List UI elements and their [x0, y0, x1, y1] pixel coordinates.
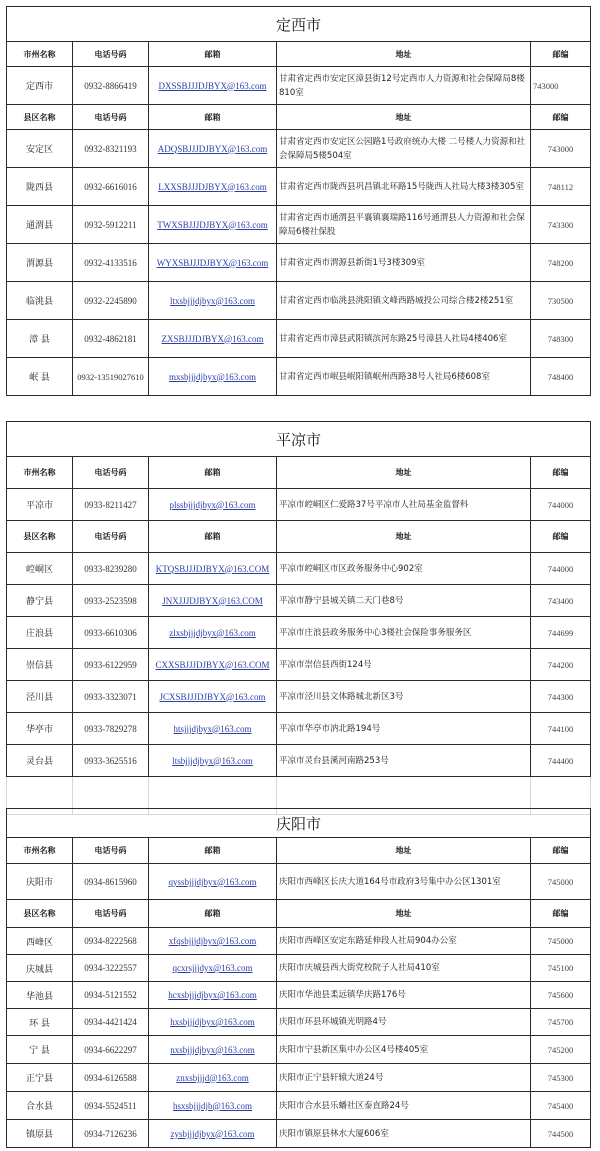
address: 甘肃省定西市陇西县巩昌镇北环路15号陇西人社局大楼3楼305室: [277, 168, 531, 206]
phone: 0934-7126236: [73, 1120, 149, 1148]
email-link[interactable]: ltxsbjjjdjbyx@163.com: [169, 295, 256, 306]
col-header-city: 市州名称: [7, 457, 73, 489]
address: 平凉市崇信县西街124号: [277, 649, 531, 681]
col-header-phone: 电话号码: [73, 457, 149, 489]
zip: 743400: [531, 585, 591, 617]
phone: 0932-6616016: [73, 168, 149, 206]
phone: 0933-8211427: [73, 489, 149, 521]
col-header-zip: 邮编: [531, 457, 591, 489]
section-title: 定西市: [7, 7, 591, 42]
zip: 744500: [531, 1120, 591, 1148]
table-row: [7, 928, 591, 955]
email-link[interactable]: hxsbjjjdjbyx@163.com: [170, 1017, 255, 1027]
col-header-city: 市州名称: [7, 42, 73, 67]
phone: 0933-6122959: [73, 649, 149, 681]
address: 庆阳市正宁县轩辕大道24号: [277, 1064, 531, 1092]
zip: 744699: [531, 617, 591, 649]
county-name: 环 县: [7, 1009, 73, 1036]
col-header-address: 地址: [277, 105, 531, 130]
email-link[interactable]: hcxsbjjjdjbyx@163.com: [168, 990, 257, 1000]
address: 庆阳市西峰区长庆大道164号市政府3号集中办公区1301室: [277, 864, 531, 900]
table-row: [7, 168, 591, 206]
zip: 745000: [531, 864, 591, 900]
zip: 745100: [531, 955, 591, 982]
address: 庆阳市合水县乐蟠社区泰直路24号: [277, 1092, 531, 1120]
county-name: 漳 县: [7, 320, 73, 358]
email-cell: [149, 358, 277, 396]
email-cell: [149, 713, 277, 745]
county-name: 华池县: [7, 982, 73, 1009]
email-cell: [149, 955, 277, 982]
table-row: [7, 282, 591, 320]
zip: 744000: [531, 553, 591, 585]
zip: 748112: [531, 168, 591, 206]
county-name: 泾川县: [7, 681, 73, 713]
col-header-county: 县区名称: [7, 521, 73, 553]
col-header-county: 县区名称: [7, 900, 73, 928]
email-cell: [149, 864, 277, 900]
table-row: [7, 745, 591, 777]
col-header-address: 地址: [277, 521, 531, 553]
phone: 0933-3323071: [73, 681, 149, 713]
col-header-phone: 电话号码: [73, 838, 149, 864]
email-link[interactable]: CXXSBJJJDJBYX@163.COM: [155, 659, 270, 670]
city-name: 定西市: [7, 67, 73, 105]
zip: 744000: [531, 489, 591, 521]
county-name: 庆城县: [7, 955, 73, 982]
phone: 0933-6610306: [73, 617, 149, 649]
col-header-zip: 邮编: [531, 838, 591, 864]
table-row: [7, 206, 591, 244]
address: 平凉市崆峒区仁爱路37号平凉市人社局基金监督科: [277, 489, 531, 521]
email-link[interactable]: htsjjjdjbyx@163.com: [173, 723, 252, 734]
col-header-phone: 电话号码: [73, 900, 149, 928]
col-header-email: 邮箱: [149, 900, 277, 928]
table-row: [7, 358, 591, 396]
phone: 0934-5524511: [73, 1092, 149, 1120]
email-link[interactable]: ZXSBJJJDJBYX@163.com: [161, 333, 264, 344]
zip: 745400: [531, 1092, 591, 1120]
table-row: [7, 130, 591, 168]
col-header-phone: 电话号码: [73, 521, 149, 553]
email-cell: [149, 585, 277, 617]
phone: 0932-4862181: [73, 320, 149, 358]
email-cell: [149, 1064, 277, 1092]
dingxi-table: [6, 6, 591, 396]
zip: 743000: [531, 67, 591, 105]
email-link[interactable]: KTQSBJJJDJBYX@163.COM: [155, 563, 270, 574]
address: 庆阳市环县环城镇光明路4号: [277, 1009, 531, 1036]
county-name: 安定区: [7, 130, 73, 168]
address: 平凉市灵台县溪河南路253号: [277, 745, 531, 777]
address: 甘肃省定西市安定区漳县街12号定西市人力资源和社会保障局8楼810室: [277, 67, 531, 105]
phone: 0932-13519027610: [73, 358, 149, 396]
table-row: [7, 553, 591, 585]
phone: 0933-2523598: [73, 585, 149, 617]
qingyang-table: [6, 808, 591, 1148]
zip: 745300: [531, 1064, 591, 1092]
col-header-address: 地址: [277, 838, 531, 864]
address: 甘肃省定西市通渭县平襄镇襄瑞路116号通渭县人力资源和社会保障局6楼社保股: [277, 206, 531, 244]
address: 平凉市庄浪县政务服务中心3楼社会保险事务服务区: [277, 617, 531, 649]
col-header-zip: 邮编: [531, 105, 591, 130]
table-row: [7, 1036, 591, 1064]
col-header-phone: 电话号码: [73, 42, 149, 67]
table-row: [7, 1064, 591, 1092]
zip: 744400: [531, 745, 591, 777]
table-row: [7, 713, 591, 745]
email-link[interactable]: DXSSBJJJDJBYX@163.com: [158, 80, 267, 91]
phone: 0932-4133516: [73, 244, 149, 282]
email-link[interactable]: zlxsbjjjdjbyx@163.com: [169, 627, 256, 638]
col-header-zip: 邮编: [531, 521, 591, 553]
section-qingyang: [6, 808, 590, 1148]
col-header-email: 邮箱: [149, 838, 277, 864]
email-link[interactable]: xfqsbjjjdjbyx@163.com: [168, 936, 257, 946]
pingliang-table: [6, 421, 591, 815]
table-row: [7, 681, 591, 713]
phone: 0932-5912211: [73, 206, 149, 244]
county-name: 庄浪县: [7, 617, 73, 649]
address: 平凉市华亭市汭北路194号: [277, 713, 531, 745]
col-header-address: 地址: [277, 457, 531, 489]
phone: 0934-6622297: [73, 1036, 149, 1064]
email-cell: [149, 320, 277, 358]
county-name: 岷 县: [7, 358, 73, 396]
county-name: 崇信县: [7, 649, 73, 681]
col-header-email: 邮箱: [149, 105, 277, 130]
email-cell: [149, 649, 277, 681]
col-header-zip: 邮编: [531, 900, 591, 928]
table-row: [7, 955, 591, 982]
county-name: 灵台县: [7, 745, 73, 777]
phone: 0932-8866419: [73, 67, 149, 105]
col-header-county: 县区名称: [7, 105, 73, 130]
county-name: 临洮县: [7, 282, 73, 320]
address: 甘肃省定西市漳县武阳镇滨河东路25号漳县人社局4楼406室: [277, 320, 531, 358]
address: 庆阳市宁县新区集中办公区4号楼405室: [277, 1036, 531, 1064]
table-row: [7, 244, 591, 282]
email-cell: [149, 1092, 277, 1120]
table-row: [7, 982, 591, 1009]
table-row: [7, 585, 591, 617]
phone: 0933-3625516: [73, 745, 149, 777]
zip: 743000: [531, 130, 591, 168]
col-header-email: 邮箱: [149, 42, 277, 67]
email-cell: [149, 206, 277, 244]
address: 平凉市崆峒区市区政务服务中心902室: [277, 553, 531, 585]
col-header-city: 市州名称: [7, 838, 73, 864]
county-name: 宁 县: [7, 1036, 73, 1064]
col-header-address: 地址: [277, 900, 531, 928]
address: 平凉市泾川县文体路城北新区3号: [277, 681, 531, 713]
phone: 0934-4421424: [73, 1009, 149, 1036]
phone: 0932-8321193: [73, 130, 149, 168]
address: 庆阳市庆城县西大街党校院子人社局410室: [277, 955, 531, 982]
email-cell: [149, 489, 277, 521]
email-link[interactable]: hsxsbjjjdjb@163.com: [172, 1100, 253, 1111]
table-row: [7, 320, 591, 358]
zip: 745600: [531, 982, 591, 1009]
address: 庆阳市西峰区安定东路延伸段人社局904办公室: [277, 928, 531, 955]
phone: 0934-5121552: [73, 982, 149, 1009]
address: 甘肃省定西市安定区公园路1号政府统办大楼 二号楼人力资源和社会保障局5楼504室: [277, 130, 531, 168]
email-link[interactable]: JCXSBJJJDJBYX@163.com: [159, 691, 266, 702]
zip: 743300: [531, 206, 591, 244]
county-name: 镇原县: [7, 1120, 73, 1148]
address: 甘肃省定西市临洮县洮阳镇文峰西路城投公司综合楼2楼251室: [277, 282, 531, 320]
email-cell: [149, 617, 277, 649]
table-row: [7, 1009, 591, 1036]
section-title: 庆阳市: [7, 809, 591, 838]
zip: 744100: [531, 713, 591, 745]
city-name: 庆阳市: [7, 864, 73, 900]
email-cell: [149, 130, 277, 168]
email-cell: [149, 745, 277, 777]
zip: 745200: [531, 1036, 591, 1064]
email-cell: [149, 928, 277, 955]
county-name: 静宁县: [7, 585, 73, 617]
col-header-phone: 电话号码: [73, 105, 149, 130]
email-link[interactable]: nxsbjjjdjbyx@163.com: [170, 1044, 255, 1055]
email-cell: [149, 282, 277, 320]
section-title: 平凉市: [7, 422, 591, 457]
address: 甘肃省定西市渭源县新街1号3楼309室: [277, 244, 531, 282]
email-link[interactable]: zysbjjjdjbyx@163.com: [170, 1128, 255, 1139]
phone: 0934-8222568: [73, 928, 149, 955]
zip: 748300: [531, 320, 591, 358]
county-name: 华亭市: [7, 713, 73, 745]
email-link[interactable]: qyssbjjjdjbyx@163.com: [168, 876, 257, 887]
county-name: 合水县: [7, 1092, 73, 1120]
email-link[interactable]: TWXSBJJJDJBYX@163.com: [157, 219, 268, 230]
phone: 0932-2245890: [73, 282, 149, 320]
zip: 730500: [531, 282, 591, 320]
col-header-address: 地址: [277, 42, 531, 67]
city-name: 平凉市: [7, 489, 73, 521]
county-name: 通渭县: [7, 206, 73, 244]
email-cell: [149, 1036, 277, 1064]
email-cell: [149, 982, 277, 1009]
county-name: 西峰区: [7, 928, 73, 955]
zip: 745700: [531, 1009, 591, 1036]
email-link[interactable]: LXXSBJJJDJBYX@163.com: [158, 181, 267, 192]
address: 庆阳市镇原县林水大厦606室: [277, 1120, 531, 1148]
email-cell: [149, 553, 277, 585]
county-name: 渭源县: [7, 244, 73, 282]
email-cell: [149, 168, 277, 206]
email-link[interactable]: ADQSBJJJDJBYX@163.com: [157, 143, 268, 154]
col-header-email: 邮箱: [149, 457, 277, 489]
address: 庆阳市华池县柔远镇华庆路176号: [277, 982, 531, 1009]
zip: 748400: [531, 358, 591, 396]
zip: 745000: [531, 928, 591, 955]
section-dingxi: [6, 6, 590, 396]
table-row: [7, 617, 591, 649]
city-row: [7, 864, 591, 900]
email-link[interactable]: WYXSBJJJDJBYX@163.com: [156, 257, 269, 268]
table-row: [7, 1120, 591, 1148]
county-name: 崆峒区: [7, 553, 73, 585]
email-cell: [149, 67, 277, 105]
zip: 744200: [531, 649, 591, 681]
email-link[interactable]: qcxrsjjjdyx@163.com: [172, 963, 253, 973]
phone: 0933-7829278: [73, 713, 149, 745]
table-row: [7, 649, 591, 681]
zip: 744300: [531, 681, 591, 713]
zip: 748200: [531, 244, 591, 282]
email-link[interactable]: ltsbjjjdjbyx@163.com: [172, 755, 253, 766]
email-cell: [149, 244, 277, 282]
col-header-email: 邮箱: [149, 521, 277, 553]
address: 甘肃省定西市岷县岷阳镇岷州西路38号人社局6楼608室: [277, 358, 531, 396]
city-row: [7, 489, 591, 521]
phone: 0934-3222557: [73, 955, 149, 982]
phone: 0934-6126588: [73, 1064, 149, 1092]
city-row: [7, 67, 591, 105]
email-link[interactable]: JNXJJJDJBYX@163.COM: [162, 595, 263, 606]
email-cell: [149, 681, 277, 713]
email-cell: [149, 1009, 277, 1036]
county-name: 正宁县: [7, 1064, 73, 1092]
address: 平凉市静宁县城关镇二天门巷8号: [277, 585, 531, 617]
email-link[interactable]: plssbjjjdjbyx@163.com: [169, 499, 256, 510]
email-cell: [149, 1120, 277, 1148]
county-name: 陇西县: [7, 168, 73, 206]
email-link[interactable]: znxsbjjjd@163.com: [176, 1072, 249, 1083]
phone: 0933-8239280: [73, 553, 149, 585]
phone: 0934-8615960: [73, 864, 149, 900]
table-row: [7, 1092, 591, 1120]
col-header-zip: 邮编: [531, 42, 591, 67]
section-pingliang: [6, 421, 590, 815]
email-link[interactable]: mxsbjjjdjbyx@163.com: [168, 371, 257, 382]
